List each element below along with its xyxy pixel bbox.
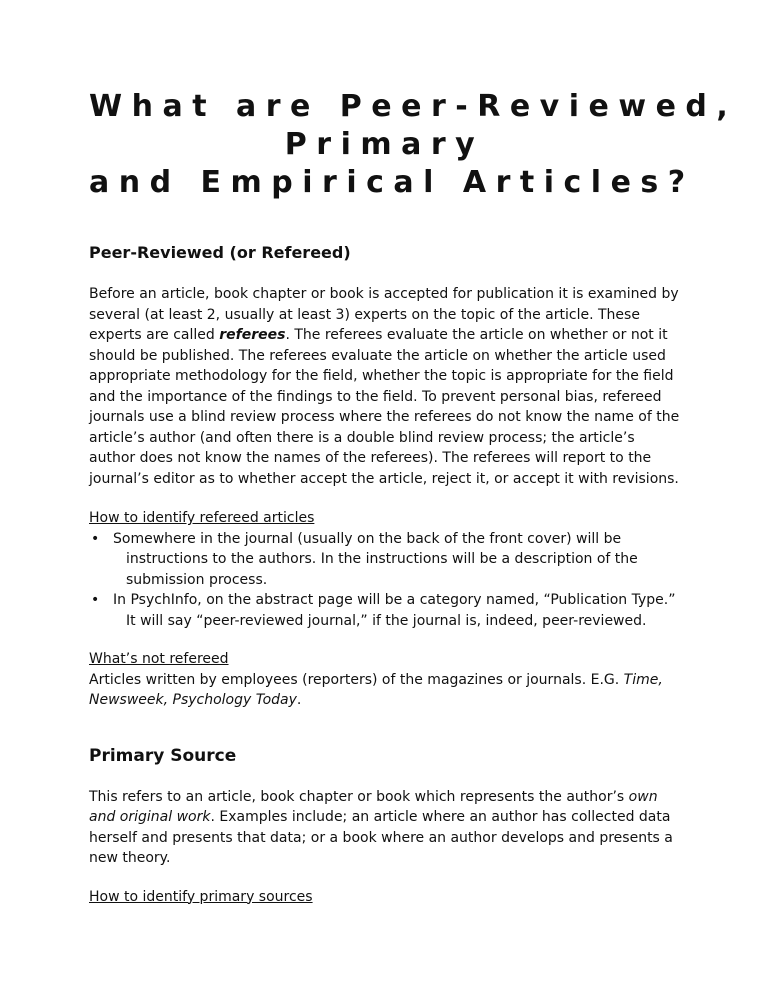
list-item-text: Somewhere in the journal (usually on the back of the front cover) will be instructions to the authors. In the instructions will be a description of the submission process. — [113, 530, 638, 588]
page-title — [89, 0, 738, 202]
title-line-2: Primary — [284, 127, 485, 162]
bullet-icon: • — [91, 592, 100, 608]
primary-source-heading: Primary Source — [89, 745, 237, 766]
peer-reviewed-section — [89, 242, 680, 711]
not-refereed-paragraph — [89, 670, 680, 711]
not-refereed-text: Articles written by employees (reporters) of the magazines or journals. E.G. — [89, 671, 624, 688]
peer-reviewed-heading: Peer-Reviewed (or Refereed) — [89, 243, 351, 262]
not-refereed-label: What’s not refereed — [89, 651, 229, 667]
peer-para-text-1: Before an article, book chapter or book is accepted for publication it is examined by several (at least 2, usually at least 3) experts on the topic of the article. These experts are called — [89, 286, 679, 343]
peer-reviewed-paragraph — [89, 284, 680, 489]
list-item — [91, 590, 680, 631]
identify-primary-label: How to identify primary sources — [89, 888, 313, 905]
title-line-3: and Empirical Articles? — [89, 165, 695, 200]
primary-para-text-1: This refers to an article, book chapter or book which represents the author’s — [89, 788, 629, 805]
primary-source-section — [89, 745, 680, 908]
primary-para-text-2: . Examples include; an article where an author has collected data herself and presents that data; or a book where an author develops and presents a new theory. — [89, 809, 673, 866]
own-original-work: own and original work — [89, 788, 658, 825]
list-item — [91, 529, 680, 591]
peer-para-text-2: . The referees evaluate the article on whether or not it should be published. The referees evaluate the article on whether the article used appropriate methodology for the field, whether the topic is appropriate for the field and the importance of the findings to the field. To prevent personal bias, refereed journals use a blind review process where the referees do not know the name of the article’s author (and often there is a double blind review process; the article’s author does not know the names of the referees). The referees will report to the journal’s editor as to whether accept the article, reject it, or accept it with revisions. — [89, 327, 680, 487]
identify-refereed-list — [89, 529, 680, 632]
magazine-examples: Time, Newsweek, Psychology Today — [89, 671, 663, 708]
bullet-icon: • — [91, 530, 100, 547]
title-line-1: What are Peer-Reviewed, — [89, 89, 738, 124]
identify-refereed-label: How to identify refereed articles — [89, 510, 315, 526]
list-item-text: In PsychInfo, on the abstract page will be a category named, “Publication Type.” It will say “peer-reviewed journal,” if the journal is, indeed, peer-reviewed. — [113, 592, 676, 629]
primary-source-paragraph — [89, 787, 680, 869]
not-refereed-end: . — [296, 692, 302, 708]
referees-term: referees — [219, 327, 286, 343]
